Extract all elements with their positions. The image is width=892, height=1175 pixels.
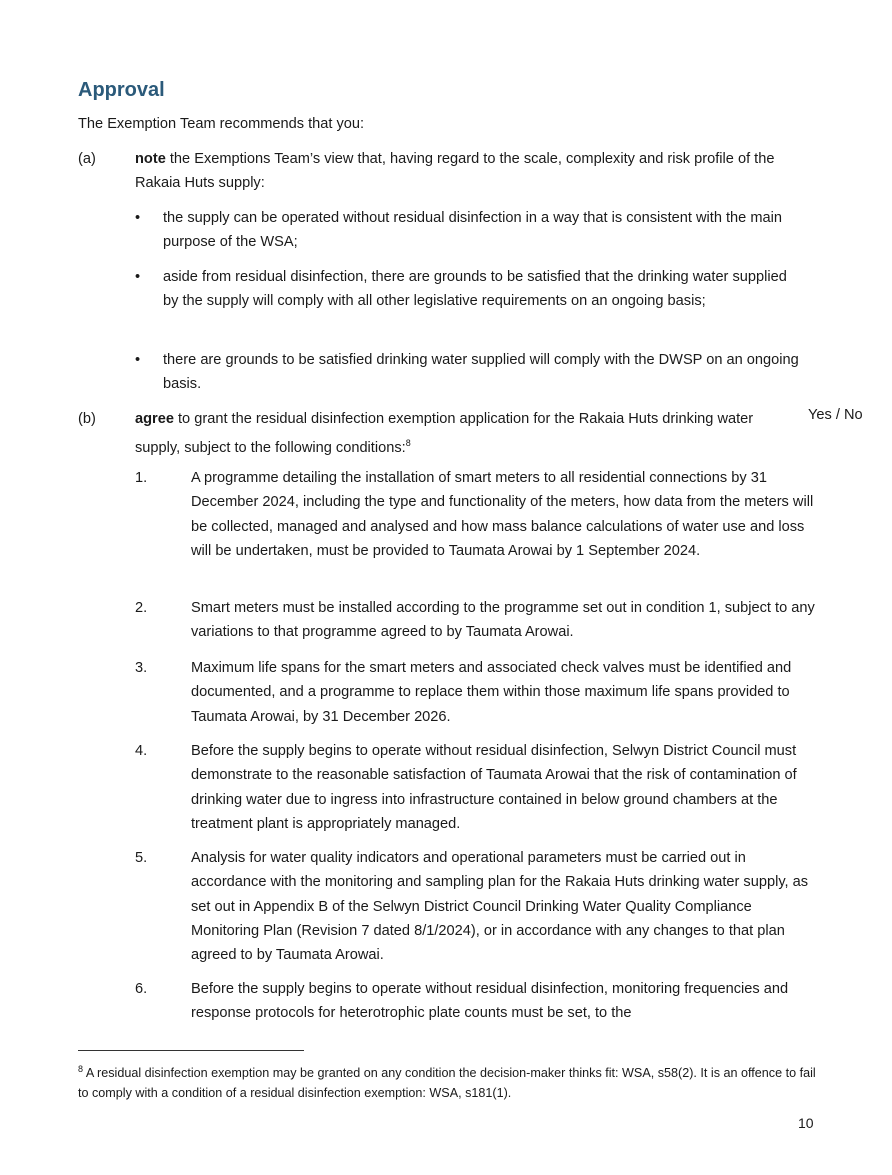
condition-6: Before the supply begins to operate without residual disinfection, monitoring frequencies and response protocols for heterotrophic plate counts must be set, to the — [191, 981, 789, 1022]
intro-text: The Exemption Team recommends that you: — [78, 116, 365, 132]
condition-3: Maximum life spans for the smart meters and associated check valves must be identified and documented, and a programme to replace them within those maximum life spans provided to Taumata Arowai, by 31 December 2026. — [191, 660, 792, 725]
condition-number: 3. — [135, 660, 148, 676]
footnote-text: A residual disinfection exemption may be granted on any condition the decision-maker thinks fit: WSA, s58(2). It is an offence to fail to comply with a condition of a residual disinfection exemption: WSA, s181(1). — [78, 1066, 816, 1101]
condition-number: 6. — [135, 981, 148, 997]
bullet-item-1: the supply can be operated without residual disinfection in a way that is consistent with the main purpose of the WSA; — [163, 210, 782, 251]
item-b-bold: agree — [135, 411, 174, 427]
item-a-rest: the Exemptions Team’s view that, having regard to the scale, complexity and risk profile of the Rakaia Huts supply: — [135, 151, 775, 192]
footnote-number: 8 — [78, 1064, 84, 1074]
bullet-marker: • — [135, 269, 141, 285]
footnote-separator — [78, 1050, 304, 1051]
condition-2: Smart meters must be installed according to the programme set out in condition 1, subject to any variations to that programme agreed to by Taumata Arowai. — [191, 600, 815, 641]
yes-no-choice[interactable]: Yes / No — [808, 407, 863, 423]
item-a-bold: note — [135, 151, 166, 167]
condition-1: A programme detailing the installation of smart meters to all residential connections by 31 December 2024, including the type and functionality of the meters, how data from the meters will be collected, managed and analysed and how mass balance calculations of water use and loss will be undertaken, must be provided to Taumata Arowai by 1 September 2024. — [191, 470, 814, 559]
condition-number: 4. — [135, 743, 148, 759]
item-b-label: (b) — [78, 411, 96, 427]
item-a-label: (a) — [78, 151, 96, 167]
condition-4: Before the supply begins to operate without residual disinfection, Selwyn District Council must demonstrate to the reasonable satisfaction of Taumata Arowai that the risk of contamination of drinking water due to ingress into infrastructure contained in below ground chambers at the treatment plant is appropriately managed. — [191, 743, 797, 832]
bullet-item-2: aside from residual disinfection, there are grounds to be satisfied that the drinking water supplied by the supply will comply with all other legislative requirements on an ongoing basis; — [163, 269, 787, 310]
section-heading: Approval — [78, 79, 165, 101]
item-b-text — [135, 407, 775, 460]
page-number: 10 — [798, 1115, 814, 1131]
footnote — [78, 1059, 818, 1103]
bullet-marker: • — [135, 210, 141, 226]
item-a-text — [135, 147, 800, 196]
condition-number: 2. — [135, 600, 148, 616]
condition-5: Analysis for water quality indicators and operational parameters must be carried out in accordance with the monitoring and sampling plan for the Rakaia Huts drinking water supply, as set out in Appendix B of the Selwyn District Council Drinking Water Quality Compliance Monitoring Plan (Revision 7 dated 8/1/2024), or in accordance with any changes to that plan agreed to by Taumata Arowai. — [191, 850, 809, 964]
footnote-ref[interactable]: 8 — [405, 438, 411, 449]
condition-number: 5. — [135, 850, 148, 866]
item-b-rest: to grant the residual disinfection exemption application for the Rakaia Huts drinking water supply, subject to the following conditions: — [135, 411, 754, 457]
bullet-item-3: there are grounds to be satisfied drinking water supplied will comply with the DWSP on an ongoing basis. — [163, 352, 799, 393]
bullet-marker: • — [135, 352, 141, 368]
condition-number: 1. — [135, 470, 148, 486]
